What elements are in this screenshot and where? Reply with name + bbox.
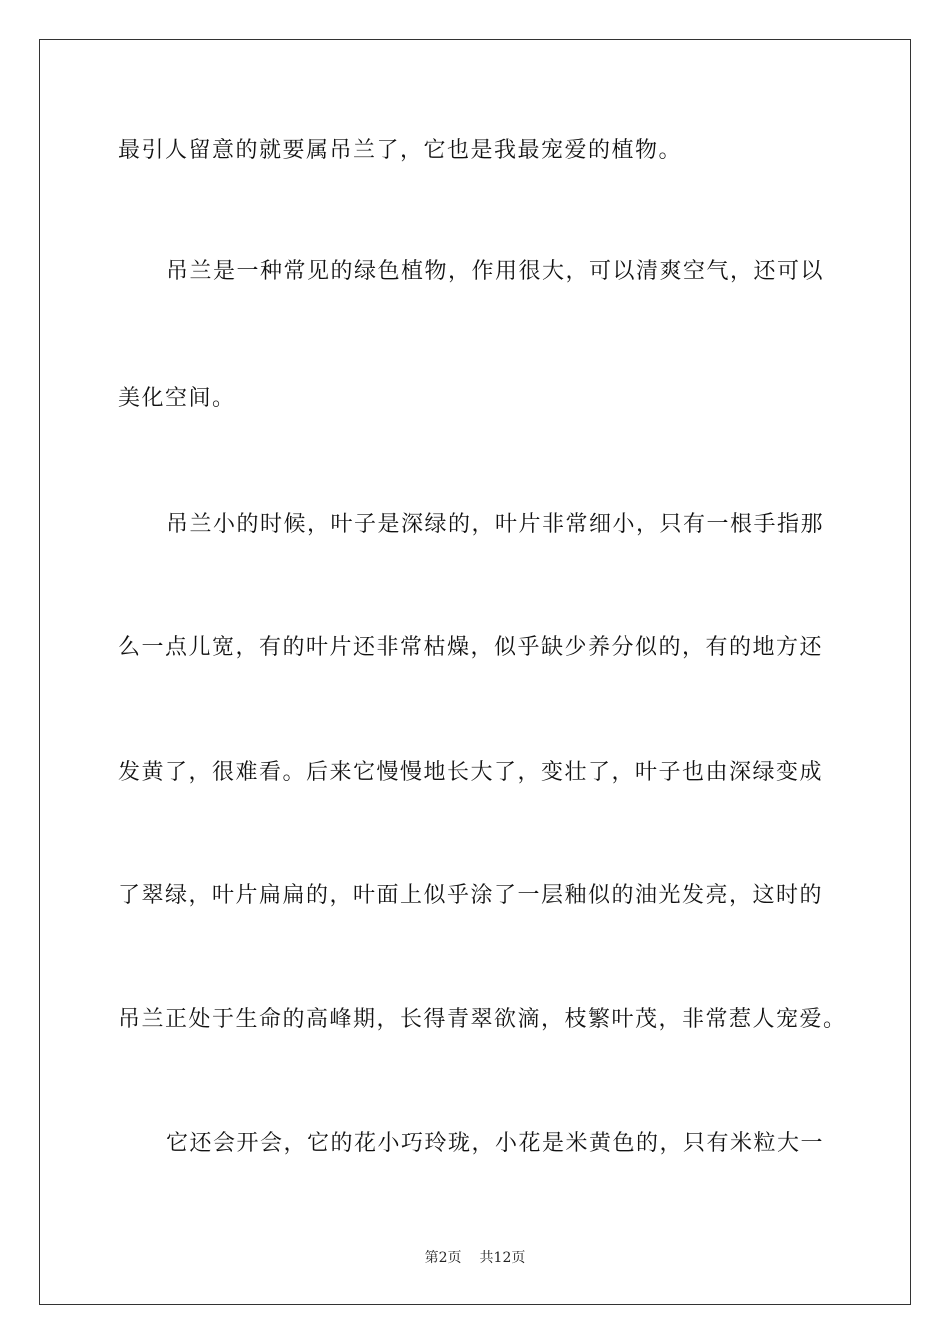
paragraph-line-4: 吊兰小的时候，叶子是深绿的，叶片非常细小，只有一根手指那: [166, 512, 825, 537]
page-total: 共12页: [479, 1250, 526, 1266]
page-border: [39, 39, 911, 1305]
paragraph-line-9: 它还会开会，它的花小巧玲珑，小花是米黄色的，只有米粒大一: [166, 1131, 825, 1156]
page-number: 第2页: [424, 1250, 462, 1266]
paragraph-line-7: 了翠绿，叶片扁扁的，叶面上似乎涂了一层釉似的油光发亮，这时的: [118, 883, 824, 908]
paragraph-line-8: 吊兰正处于生命的高峰期，长得青翠欲滴，枝繁叶茂，非常惹人宠爱。: [118, 1007, 847, 1032]
paragraph-line-6: 发黄了，很难看。后来它慢慢地长大了，变壮了，叶子也由深绿变成: [118, 760, 824, 785]
paragraph-line-5: 么一点儿宽，有的叶片还非常枯燥，似乎缺少养分似的，有的地方还: [118, 635, 824, 660]
paragraph-line-2: 吊兰是一种常见的绿色植物，作用很大，可以清爽空气，还可以: [166, 259, 825, 284]
paragraph-line-1: 最引人留意的就要属吊兰了，它也是我最宠爱的植物。: [118, 138, 683, 163]
paragraph-line-3: 美化空间。: [118, 386, 236, 411]
page-footer: [0, 1249, 950, 1267]
